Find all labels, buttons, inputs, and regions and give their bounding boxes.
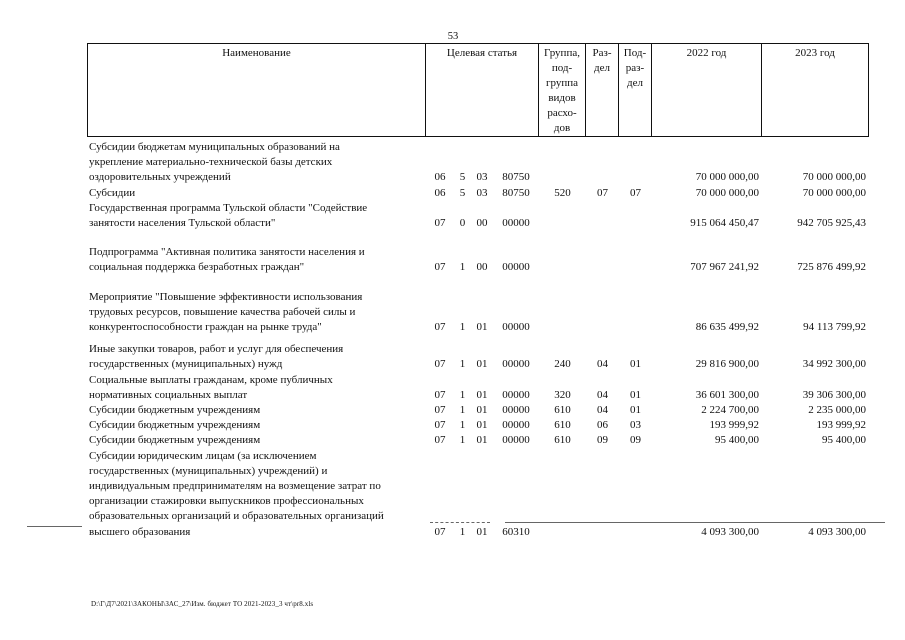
row-program: 07 bbox=[434, 434, 446, 447]
row-program: 06 bbox=[434, 186, 446, 199]
header-section-line: дел bbox=[594, 62, 610, 74]
row-spacer bbox=[87, 231, 869, 245]
row-amount-2022: 86 635 499,92 bbox=[695, 321, 759, 334]
row-direction: 00000 bbox=[502, 321, 530, 334]
row-amount-2022: 4 093 300,00 bbox=[701, 525, 759, 538]
row-amount-2022: 70 000 000,00 bbox=[695, 186, 759, 199]
row-name-line: Субсидии bbox=[89, 186, 136, 199]
row-name-line: Государственная программа Тульской области "Содействие bbox=[89, 201, 368, 214]
row-group: 320 bbox=[554, 388, 571, 401]
row-subsection: 01 bbox=[630, 404, 641, 417]
row-group: 520 bbox=[554, 186, 571, 199]
header-name: Наименование bbox=[88, 44, 426, 137]
row-group bbox=[539, 140, 586, 186]
header-group-line: под- bbox=[551, 62, 573, 74]
row-program: 07 bbox=[434, 419, 446, 432]
table-row bbox=[87, 433, 869, 448]
row-name-line: социальная поддержка безработных граждан" bbox=[89, 261, 305, 274]
row-amount-2022: 193 999,92 bbox=[709, 419, 759, 432]
row-subsection bbox=[619, 201, 652, 231]
row-name bbox=[87, 186, 426, 201]
row-amount-2023: 94 113 799,92 bbox=[803, 321, 866, 334]
row-name bbox=[87, 342, 426, 372]
row-name-line: индивидуальным предпринимателям на возмещение затрат по bbox=[89, 480, 381, 493]
table-row bbox=[87, 290, 869, 336]
table-row bbox=[87, 201, 869, 231]
row-section: 04 bbox=[597, 404, 608, 417]
row-name bbox=[87, 201, 426, 231]
row-direction: 60310 bbox=[502, 525, 530, 538]
row-section: 04 bbox=[597, 358, 608, 371]
header-target: Целевая статья bbox=[426, 44, 539, 137]
scan-artifact-line bbox=[430, 522, 490, 523]
row-section: 06 bbox=[597, 419, 608, 432]
row-amount-2023: 95 400,00 bbox=[822, 434, 866, 447]
row-name-line: Субсидии бюджетным учреждениям bbox=[89, 404, 261, 417]
row-name-line: образовательных организаций и образовательных организаций bbox=[89, 510, 384, 523]
row-subprogram: 1 bbox=[459, 321, 466, 334]
row-direction: 00000 bbox=[502, 217, 530, 230]
table-row bbox=[87, 186, 869, 201]
row-direction: 00000 bbox=[502, 261, 530, 274]
row-section: 09 bbox=[597, 434, 608, 447]
row-group bbox=[539, 449, 586, 540]
row-name-line: Субсидии бюджетным учреждениям bbox=[89, 419, 261, 432]
row-amount-2023: 725 876 499,92 bbox=[797, 261, 866, 274]
row-subsection: 01 bbox=[630, 358, 641, 371]
row-direction: 00000 bbox=[502, 388, 530, 401]
row-name-line: трудовых ресурсов, повышение качества рабочей силы и bbox=[89, 305, 356, 318]
row-subprogram: 1 bbox=[459, 261, 466, 274]
row-amount-2023: 942 705 925,43 bbox=[797, 217, 866, 230]
table-row bbox=[87, 403, 869, 418]
header-subsection-line: дел bbox=[627, 77, 643, 89]
row-name bbox=[87, 373, 426, 403]
row-program: 06 bbox=[434, 171, 446, 184]
row-name-line: Субсидии юридическим лицам (за исключением bbox=[89, 449, 317, 462]
row-name bbox=[87, 433, 426, 448]
row-name bbox=[87, 245, 426, 275]
row-program: 07 bbox=[434, 358, 446, 371]
row-subsection: 09 bbox=[630, 434, 641, 447]
row-program: 07 bbox=[434, 388, 446, 401]
table-header bbox=[87, 43, 869, 137]
table-row bbox=[87, 449, 869, 540]
header-year-2022: 2022 год bbox=[652, 44, 762, 137]
page-number: 53 bbox=[447, 31, 459, 42]
row-amount-2022: 95 400,00 bbox=[715, 434, 759, 447]
header-group-line: дов bbox=[553, 122, 571, 134]
row-amount-2022: 915 064 450,47 bbox=[690, 217, 759, 230]
header-subsection bbox=[619, 44, 652, 137]
scan-artifact-line bbox=[505, 522, 885, 523]
row-section bbox=[586, 201, 619, 231]
row-section: 04 bbox=[597, 388, 608, 401]
row-name bbox=[87, 403, 426, 418]
row-name-line: Иные закупки товаров, работ и услуг для обеспечения bbox=[89, 343, 344, 356]
scan-artifact-line bbox=[27, 526, 82, 527]
row-program: 07 bbox=[434, 261, 446, 274]
row-name bbox=[87, 418, 426, 433]
row-amount-2023: 34 992 300,00 bbox=[802, 358, 866, 371]
row-amount-2022: 707 967 241,92 bbox=[690, 261, 759, 274]
row-measure: 01 bbox=[476, 419, 488, 432]
table-row bbox=[87, 373, 869, 403]
row-direction: 00000 bbox=[502, 404, 530, 417]
row-subprogram: 5 bbox=[459, 171, 466, 184]
row-subsection bbox=[619, 449, 652, 540]
header-section bbox=[586, 44, 619, 137]
row-program: 07 bbox=[434, 321, 446, 334]
row-spacer bbox=[87, 335, 869, 342]
row-amount-2023: 193 999,92 bbox=[816, 419, 866, 432]
table-row bbox=[87, 245, 869, 275]
row-measure: 01 bbox=[476, 525, 488, 538]
header-group-line: группа bbox=[545, 77, 579, 89]
row-subprogram: 1 bbox=[459, 419, 466, 432]
header-group-line: Группа, bbox=[544, 47, 580, 59]
row-group: 610 bbox=[554, 419, 571, 432]
row-direction: 00000 bbox=[502, 419, 530, 432]
row-name-line: высшего образования bbox=[89, 525, 191, 538]
row-section bbox=[586, 290, 619, 336]
row-measure: 03 bbox=[476, 171, 488, 184]
row-name-line: Социальные выплаты гражданам, кроме публичных bbox=[89, 373, 333, 386]
row-measure: 00 bbox=[476, 217, 488, 230]
header-group-line: видов bbox=[548, 92, 576, 104]
row-name-line: укрепление материально-технической базы детских bbox=[89, 156, 333, 169]
row-name-line: организации стажировки выпускников профессиональных bbox=[89, 495, 364, 508]
row-direction: 80750 bbox=[502, 171, 530, 184]
row-section: 07 bbox=[597, 186, 608, 199]
row-subsection bbox=[619, 290, 652, 336]
header-subsection-line: раз- bbox=[625, 62, 645, 74]
table-row bbox=[87, 140, 869, 186]
row-program: 07 bbox=[434, 525, 446, 538]
row-amount-2023: 4 093 300,00 bbox=[808, 525, 866, 538]
row-measure: 01 bbox=[476, 388, 488, 401]
footer-file-path: D:\Г\Д7\2021\ЗАКОНЫ\ЗАС_27\Изм. бюджет ТО 2021-2023_3 чт\pr8.xls bbox=[91, 600, 314, 608]
row-group bbox=[539, 245, 586, 275]
row-name-line: государственных (муниципальных) нужд bbox=[89, 358, 283, 371]
row-subsection: 01 bbox=[630, 388, 641, 401]
row-subsection bbox=[619, 245, 652, 275]
row-amount-2022: 36 601 300,00 bbox=[695, 388, 759, 401]
row-group: 610 bbox=[554, 404, 571, 417]
row-amount-2022: 29 816 900,00 bbox=[695, 358, 759, 371]
row-measure: 00 bbox=[476, 261, 488, 274]
row-amount-2023: 2 235 000,00 bbox=[808, 404, 866, 417]
table-row bbox=[87, 342, 869, 372]
row-section bbox=[586, 449, 619, 540]
row-amount-2023: 39 306 300,00 bbox=[802, 388, 866, 401]
row-amount-2023: 70 000 000,00 bbox=[802, 186, 866, 199]
row-amount-2022: 2 224 700,00 bbox=[701, 404, 759, 417]
row-subprogram: 1 bbox=[459, 358, 466, 371]
row-measure: 01 bbox=[476, 404, 488, 417]
row-program: 07 bbox=[434, 404, 446, 417]
row-section bbox=[586, 245, 619, 275]
row-subprogram: 1 bbox=[459, 434, 466, 447]
row-name-line: оздоровительных учреждений bbox=[89, 171, 231, 184]
table-row bbox=[87, 418, 869, 433]
row-name bbox=[87, 140, 426, 186]
row-name-line: государственных (муниципальных) учреждений) и bbox=[89, 464, 328, 477]
row-name bbox=[87, 290, 426, 336]
header-subsection-line: Под- bbox=[623, 47, 647, 59]
header-section-line: Раз- bbox=[592, 47, 612, 59]
row-name-line: занятости населения Тульской области" bbox=[89, 217, 276, 230]
row-direction: 80750 bbox=[502, 186, 530, 199]
row-subsection bbox=[619, 140, 652, 186]
row-subprogram: 1 bbox=[459, 388, 466, 401]
row-direction: 00000 bbox=[502, 434, 530, 447]
row-amount-2023: 70 000 000,00 bbox=[802, 171, 866, 184]
row-subsection: 07 bbox=[630, 186, 641, 199]
header-group bbox=[539, 44, 586, 137]
row-group bbox=[539, 201, 586, 231]
row-subprogram: 0 bbox=[459, 217, 466, 230]
row-name bbox=[87, 449, 426, 540]
row-measure: 01 bbox=[476, 358, 488, 371]
row-group: 240 bbox=[554, 358, 571, 371]
header-year-2023: 2023 год bbox=[762, 44, 869, 137]
row-name-line: Субсидии бюджетам муниципальных образований на bbox=[89, 141, 340, 153]
row-amount-2022: 70 000 000,00 bbox=[695, 171, 759, 184]
row-measure: 01 bbox=[476, 321, 488, 334]
row-measure: 01 bbox=[476, 434, 488, 447]
row-group bbox=[539, 290, 586, 336]
row-measure: 03 bbox=[476, 186, 488, 199]
row-name-line: конкурентоспособности граждан на рынке труда" bbox=[89, 321, 322, 334]
row-name-line: Мероприятие "Повышение эффективности использования bbox=[89, 290, 363, 303]
row-group: 610 bbox=[554, 434, 571, 447]
row-subprogram: 5 bbox=[459, 186, 466, 199]
row-subsection: 03 bbox=[630, 419, 641, 432]
row-subprogram: 1 bbox=[459, 525, 466, 538]
row-subprogram: 1 bbox=[459, 404, 466, 417]
row-name-line: нормативных социальных выплат bbox=[89, 388, 248, 401]
row-name-line: Подпрограмма "Активная политика занятости населения и bbox=[89, 246, 365, 259]
header-group-line: расхо- bbox=[547, 107, 577, 119]
budget-table bbox=[87, 140, 869, 540]
row-section bbox=[586, 140, 619, 186]
row-name-line: Субсидии бюджетным учреждениям bbox=[89, 434, 261, 447]
row-program: 07 bbox=[434, 217, 446, 230]
row-spacer bbox=[87, 276, 869, 290]
row-direction: 00000 bbox=[502, 358, 530, 371]
